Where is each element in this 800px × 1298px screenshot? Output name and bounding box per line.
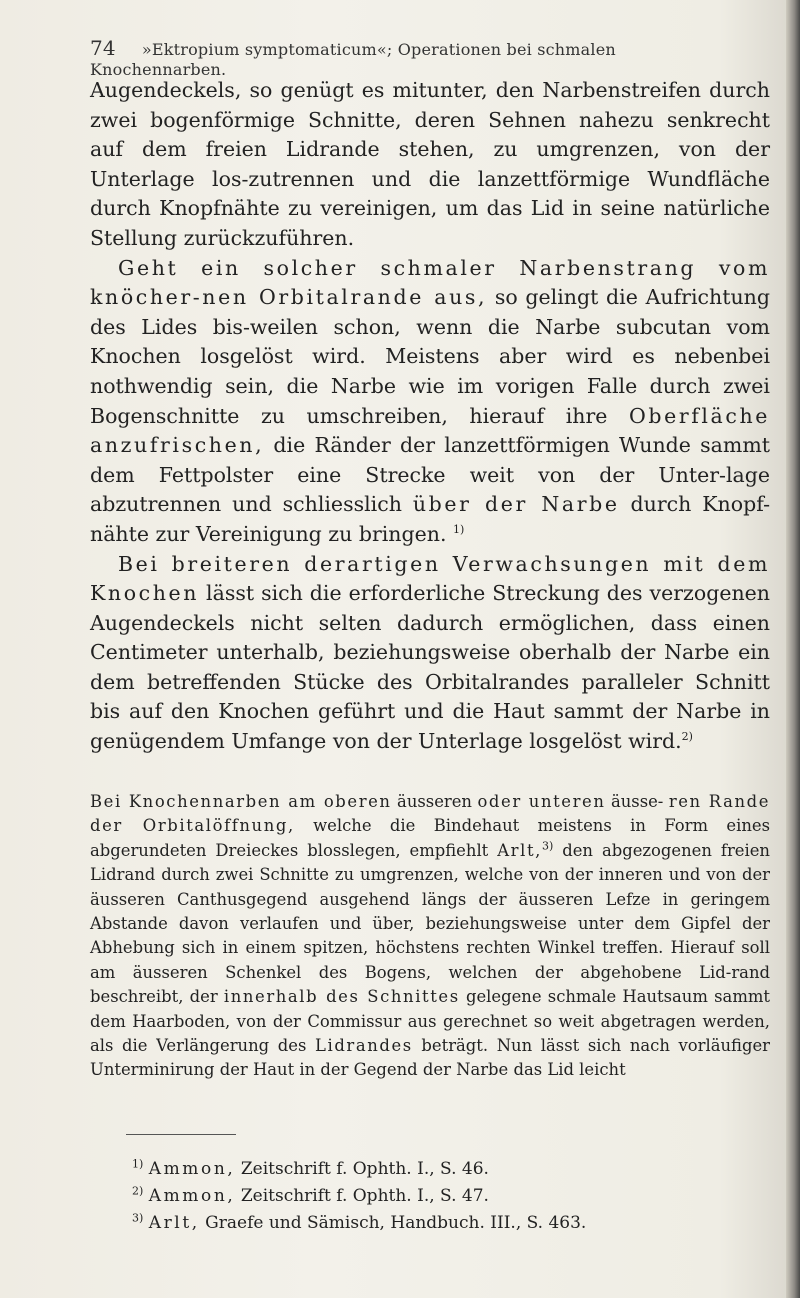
emphasis-text: Geht ein solcher schmaler Narbenstrang vom knöcher-nen Orbitalrande aus, — [90, 255, 770, 310]
footnote-3 — [132, 1210, 752, 1237]
emphasis-text: Bei Knochennarben am oberen — [90, 792, 392, 811]
footnote-text: Zeitschrift f. Ophth. I., S. 47. — [235, 1186, 489, 1206]
page-edge-shadow — [786, 0, 800, 1298]
footnote-mark: 1) — [132, 1157, 144, 1171]
paragraph-text: durch Knopf-nähte zur Vereinigung zu bringen. — [90, 492, 771, 546]
paragraph-2 — [90, 254, 770, 550]
paragraph-text: den abgezogenen freien Lidrand durch zwei Schnitte zu umgrenzen, welche von der inneren und von der äusseren Canthusgegend ausgehend längs der äusseren Lefze in geringem Abstande davon verlaufen und über, beziehungsweise unter dem Gipfel der Abhebung sich in einem spitzen, höchstens rechten Winkel treffen. Hierauf soll am äusseren Schenkel des Bogens, welchen der abgehobene Lid-rand beschreibt, der — [90, 840, 770, 1007]
emphasis-text: über der Narbe — [412, 492, 620, 517]
paragraph-text: gelegene schmale Hautsaum sammt dem Haarboden, von der Commissur aus gerechnet so weit abgetragen werden, als die Verlängerung des — [90, 987, 770, 1056]
footnote-divider — [126, 1134, 236, 1135]
paragraph-text: so gelingt die Aufrichtung des Lides bis-weilen schon, wenn die Narbe subcutan vom Knochen losgelöst wird. Meistens aber wird es nebenbei nothwendig sein, die Narbe wie im vorigen Falle durch zwei Bogenschnitte zu umschreiben, hierauf ihre — [90, 285, 770, 428]
emphasis-text: oder unteren — [477, 792, 606, 811]
footnote-ref: 3) — [541, 839, 554, 853]
emphasis-text: Arlt, — [497, 840, 542, 860]
footnote-author: Arlt, — [148, 1213, 200, 1233]
paragraph-3 — [90, 550, 770, 757]
emphasis-text: ren Rande der Orbitalöffnung, — [90, 792, 770, 836]
paragraph-text: die Ränder der lanzettförmigen Wunde sammt dem Fettpolster eine Strecke weit von der Unter-lage abzutrennen und schliesslich — [90, 433, 770, 517]
footnote-mark: 3) — [132, 1211, 144, 1225]
emphasis-text: Bei breiteren derartigen Verwachsungen mit dem Knochen — [90, 551, 770, 606]
paragraph-text: äusse- — [605, 792, 664, 811]
footnote-author: Ammon, — [148, 1159, 236, 1179]
emphasis-text: Lidrandes — [315, 1036, 413, 1056]
page-number: 74 — [90, 36, 116, 60]
small-print-paragraph — [90, 790, 770, 1083]
footnote-1 — [132, 1156, 752, 1183]
footnotes — [132, 1156, 752, 1237]
footnote-text: Zeitschrift f. Ophth. I., S. 46. — [235, 1159, 489, 1179]
paragraph-text: lässt sich die erforderliche Streckung des verzogenen Augendeckels nicht selten dadurch ermöglichen, dass einen Centimeter unterhalb, beziehungsweise oberhalb der Narbe ein dem betreffenden Stücke des Orbitalrandes paralleler Schnitt bis auf den Knochen geführt und die Haut sammt der Narbe in genügendem Umfange von der Unterlage losgelöst wird. — [90, 581, 770, 754]
running-title: »Ektropium symptomaticum«; Operationen bei schmalen Knochennarben. — [90, 40, 616, 79]
footnote-mark: 2) — [132, 1184, 144, 1198]
footnote-2 — [132, 1183, 752, 1210]
paragraph-text: äusseren — [391, 792, 478, 811]
paragraph-text: welche die Bindehaut meistens in Form eines abgerundeten Dreieckes blosslegen, empfiehlt — [90, 816, 770, 860]
footnote-ref: 2) — [681, 730, 693, 744]
running-header — [90, 36, 730, 79]
emphasis-text: Oberfläche anzufrischen, — [90, 403, 770, 458]
footnote-author: Ammon, — [148, 1186, 236, 1206]
footnote-ref: 1) — [453, 523, 465, 537]
footnote-text: Graefe und Sämisch, Handbuch. III., S. 463. — [199, 1213, 587, 1233]
paragraph-1-text: Augendeckels, so genügt es mitunter, den Narbenstreifen durch zwei bogenförmige Schnitte, deren Sehnen nahezu senkrecht auf dem freien Lidrande stehen, zu umgrenzen, von der Unterlage los-zutrennen und die lanzettförmige Wundfläche durch Knopfnähte zu vereinigen, um das Lid in seine natürliche Stellung zurückzuführen. — [90, 78, 770, 250]
main-text — [90, 76, 770, 757]
paragraph-text: beträgt. Nun lässt sich nach vorläufiger Unterminirung der Haut in der Gegend der Narbe das Lid leicht — [90, 1036, 770, 1080]
paragraph-1 — [90, 76, 770, 254]
emphasis-text: innerhalb des Schnittes — [223, 987, 460, 1007]
